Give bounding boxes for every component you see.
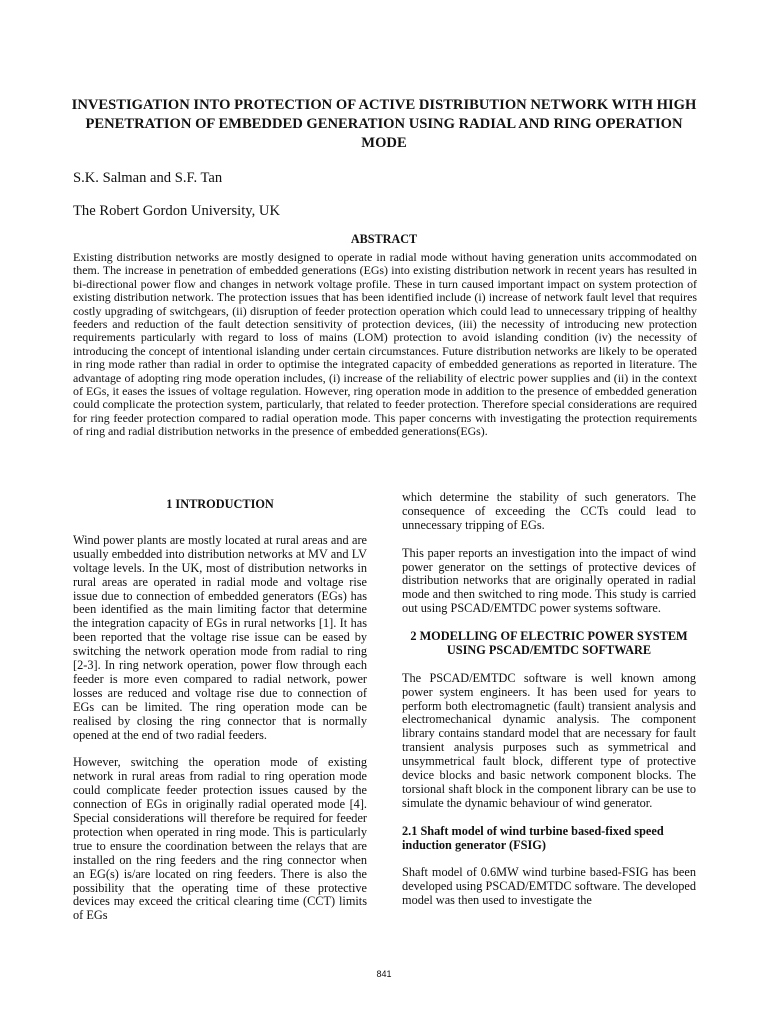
paragraph: However, switching the operation mode of existing network in rural areas from radial to ring operation mode could complicate feeder protection issues caused by the connection of EGs in originally radial operated mode [4]. Special considerations will therefore be required for feeder protection when operated in ring mode. This is particularly true to ensure the coordination between the relays that are installed on the ring feeders and the ring connector when an EG(s) is/are located on ring feeders. There is also the possibility that the operating time of these protective devices may exceed the critical clearing time (CCT) limits of EGs bbox=[73, 755, 367, 923]
paragraph: which determine the stability of such generators. The consequence of exceeding the CCTs could lead to unnecessary tripping of EGs. bbox=[402, 490, 696, 532]
section-heading-modelling bbox=[402, 630, 696, 658]
subsection-heading-shaft-model: 2.1 Shaft model of wind turbine based-fixed speed induction generator (FSIG) bbox=[402, 823, 664, 852]
paragraph: Wind power plants are mostly located at rural areas and are usually embedded into distribution networks at MV and LV voltage levels. In the UK, most of distribution networks in rural areas are operated in radial mode and voltage rise issue due to connection of embedded generators (EGs) has been identified as the main limiting factor that determine the integration capacity of EGs in rural networks [1]. It has been reported that the voltage rise issue can be eased by switching the network operation mode from radial to ring [2-3]. In ring network operation, power flow through each feeder is more even compared to radial network, power losses are reduced and voltage rise due to connection of EGs can be limited. The ring operation mode can be realised by closing the ring connector that is normally opened at the end of two radial feeders. bbox=[73, 532, 367, 742]
right-column bbox=[402, 491, 696, 922]
section-heading-line: USING PSCAD/EMTDC SOFTWARE bbox=[446, 642, 652, 657]
abstract-heading: ABSTRACT bbox=[350, 232, 418, 246]
paper-authors: S.K. Salman and S.F. Tan bbox=[73, 170, 223, 186]
abstract-text: Existing distribution networks are mostly designed to operate in radial mode without having generation units accommodated on them. The increase in penetration of embedded generations (EGs) into existing distribution network in recent years has resulted in bi-directional power flow and changes in network voltage profile. These in turn caused important impact on system protection of existing distribution network. The protection issues that has been identified include (i) increase of network fault level that requires costly upgrading of switchgears, (ii) disruption of feeder protection operation which could lead to unnecessary tripping of healthy feeders and reduction of the fault detection sensitivity of protection devices, (iii) the necessity of introducing new protection requirements particularly with regard to loss of mains (LOM) protection to avoid islanding condition (iv) the necessity of introducing the concept of intentional islanding under certain circumstances. Future distribution networks are likely to be operated in ring mode rather than radial in order to optimise the integrated capacity of embedded generations as reported in literature. The advantage of adopting ring mode operation includes, (i) increase of the reliability of electric power supplies and (ii) in the context of EGs, it eases the issues of voltage regulation. However, ring operation mode in addition to the presence of embedded generation could complicate the protection system, particularly, that related to feeder protection. Therefore special considerations are required for ring feeder protection compared to radial operation mode. This paper concerns with investigating the protection requirements of ring and radial distribution networks in the presence of embedded generations(EGs). bbox=[73, 250, 697, 439]
section-heading-line: 2 MODELLING OF ELECTRIC POWER SYSTEM bbox=[410, 629, 688, 644]
left-column bbox=[73, 498, 367, 937]
paragraph: Shaft model of 0.6MW wind turbine based-FSIG has been developed using PSCAD/EMTDC software. The developed model was then used to investigate the bbox=[402, 865, 696, 908]
paper-title: INVESTIGATION INTO PROTECTION OF ACTIVE DISTRIBUTION NETWORK WITH HIGH PENETRATION OF EMBEDDED GENERATION USING RADIAL AND RING OPERATION MODE bbox=[71, 97, 697, 151]
page-number: 841 bbox=[376, 969, 392, 979]
paper-affiliation: The Robert Gordon University, UK bbox=[73, 203, 280, 219]
paragraph: The PSCAD/EMTDC software is well known among power system engineers. It has been used for years to perform both electromagnetic (fault) transient analysis and electromechanical dynamic analysis. The component library contains standard model that are necessary for fault transient analysis purposes such as symmetrical and unsymmetrical fault block, different type of protective device blocks and basic network component blocks. The torsional shaft block in the component library can be use to simulate the dynamic behaviour of wind generator. bbox=[402, 670, 696, 810]
section-heading-introduction: 1 INTRODUCTION bbox=[166, 497, 274, 511]
paragraph: This paper reports an investigation into the impact of wind power generator on the settings of protective devices of distribution networks that are originally operated in radial mode and then switched to ring mode. This study is carried out using PSCAD/EMTDC power systems software. bbox=[402, 545, 696, 616]
